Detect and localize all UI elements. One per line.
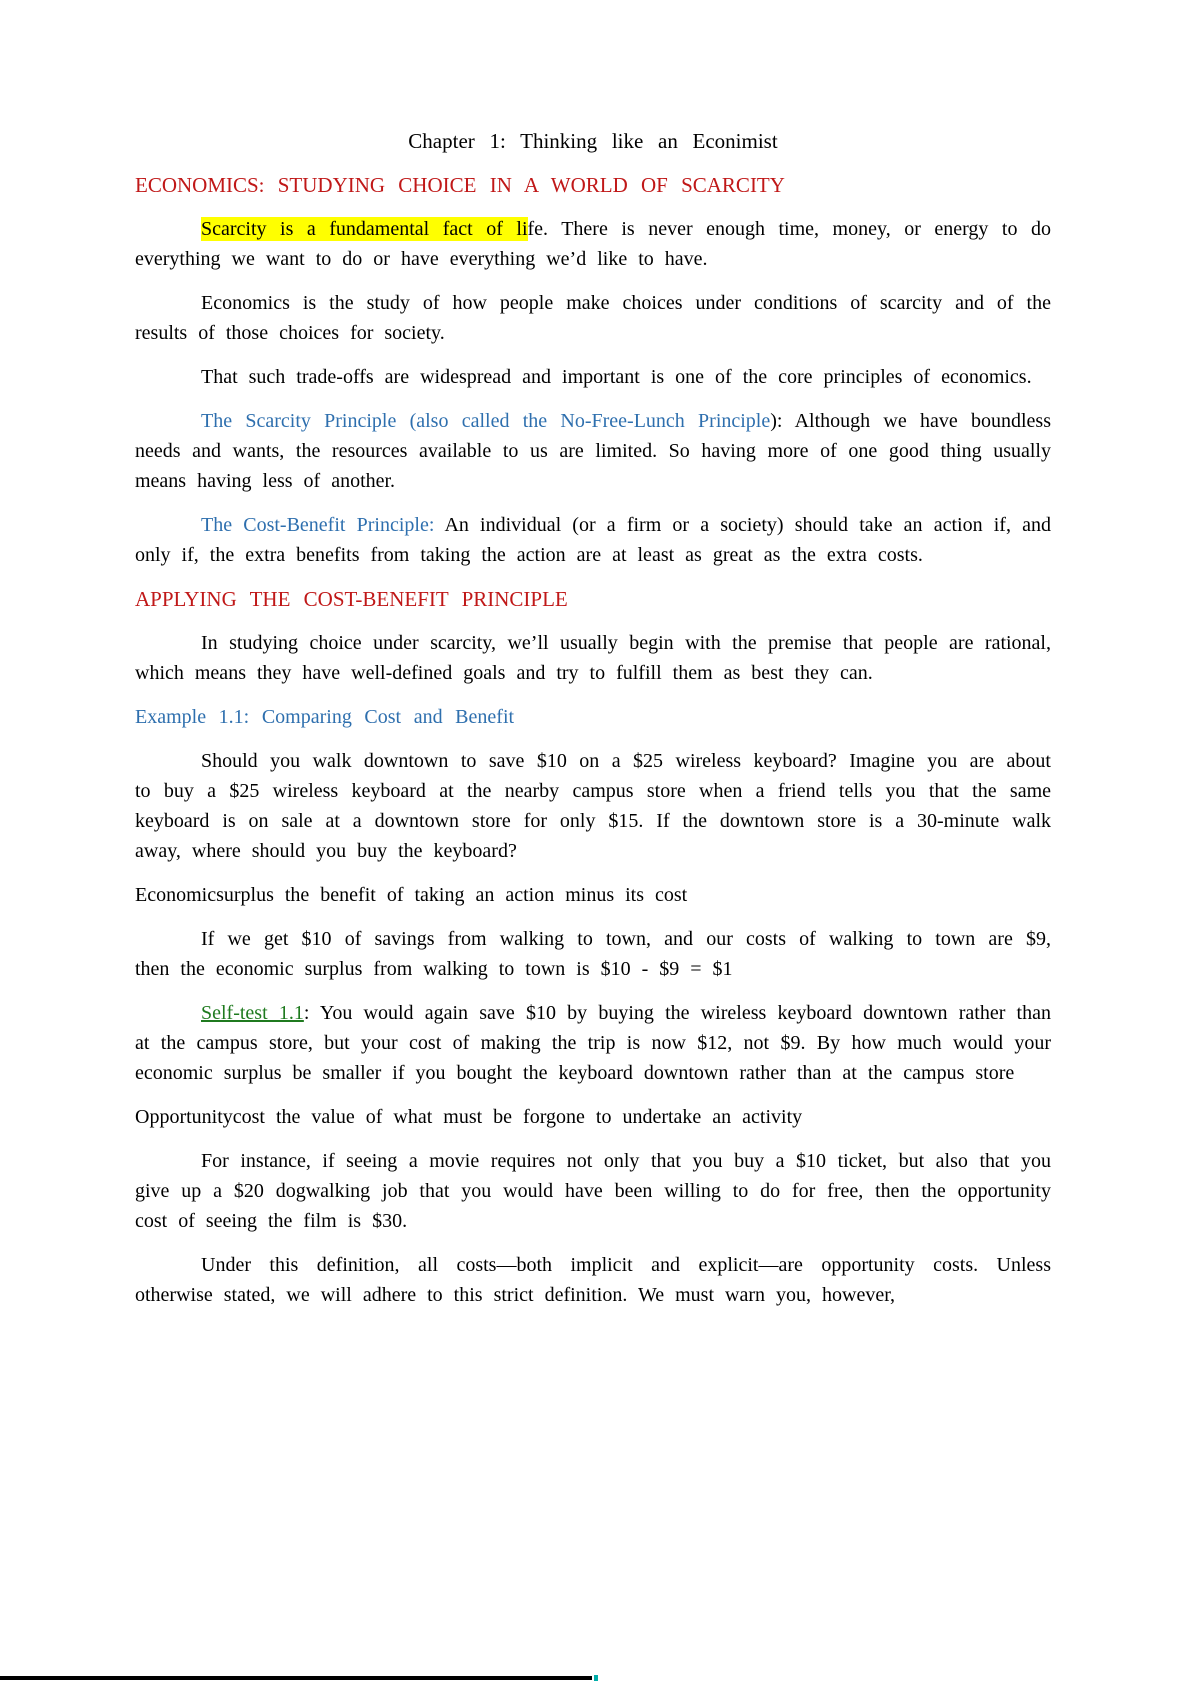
chapter-title: Chapter 1: Thinking like an Econimist <box>408 129 778 153</box>
scarcity-principle-rest: ): Although we have boundless needs and wants, the resources available to us are limited. So having more of one good thing usually means having less of another. <box>135 410 1051 492</box>
bottom-border-line <box>0 1676 592 1680</box>
text-cursor <box>594 1675 598 1681</box>
paragraph-self-test <box>135 998 1051 1088</box>
self-test-link[interactable]: Self-test 1.1 <box>201 1002 304 1024</box>
paragraph-strict-definition: Under this definition, all costs—both implicit and explicit—are opportunity costs. Unless otherwise stated, we will adhere to this strict definition. We must warn you, however, <box>135 1254 1051 1306</box>
example-heading: Example 1.1: Comparing Cost and Benefit <box>135 706 515 728</box>
scarcity-principle-lead: The Scarcity Principle (also called the No-Free-Lunch Principle <box>201 410 771 432</box>
paragraph-surplus-calculation: If we get $10 of savings from walking to town, and our costs of walking to town are $9, then the economic surplus from walking to town is $10 - $9 = $1 <box>135 928 1051 980</box>
paragraph-rational-premise: In studying choice under scarcity, we’ll usually begin with the premise that people are rational, which means they have well-defined goals and try to fulfill them as best they can. <box>135 632 1051 684</box>
cost-benefit-principle-lead: The Cost-Benefit Principle: <box>201 514 435 536</box>
definition-economic-surplus: Economicsurplus the benefit of taking an action minus its cost <box>135 884 688 906</box>
paragraph-economics-definition: Economics is the study of how people make choices under conditions of scarcity and of the results of those choices for society. <box>135 292 1051 344</box>
definition-opportunity-cost: Opportunitycost the value of what must be forgone to undertake an activity <box>135 1106 803 1128</box>
paragraph-cost-benefit-principle <box>135 510 1051 570</box>
paragraph-tradeoffs: That such trade-offs are widespread and important is one of the core principles of economics. <box>201 366 1032 388</box>
paragraph-scarcity <box>135 214 1051 274</box>
paragraph-movie-example: For instance, if seeing a movie requires not only that you buy a $10 ticket, but also that you give up a $20 dogwalking job that you would have been willing to do for free, then the opportunity cost of seeing the film is $30. <box>135 1150 1051 1232</box>
section-heading-applying: APPLYING THE COST-BENEFIT PRINCIPLE <box>135 587 568 611</box>
section-heading-economics: ECONOMICS: STUDYING CHOICE IN A WORLD OF SCARCITY <box>135 173 785 197</box>
paragraph-keyboard-example: Should you walk downtown to save $10 on a $25 wireless keyboard? Imagine you are about to buy a $25 wireless keyboard at the nearby campus store when a friend tells you that the same keyboard is on sale at a downtown store for only $15. If the downtown store is a 30-minute walk away, where should you buy the keyboard? <box>135 750 1051 862</box>
paragraph-scarcity-principle <box>135 406 1051 496</box>
cost-benefit-principle-rest: An individual (or a firm or a society) should take an action if, and only if, the extra benefits from taking the action are at least as great as the extra costs. <box>135 514 1051 566</box>
paragraph-scarcity-rest: fe. There is never enough time, money, or energy to do everything we want to do or have everything we’d like to have. <box>135 218 1052 270</box>
self-test-rest: : You would again save $10 by buying the wireless keyboard downtown rather than at the campus store, but your cost of making the trip is now $12, not $9. By how much would your economic surplus be smaller if you bought the keyboard downtown rather than at the campus store <box>135 1002 1051 1084</box>
highlighted-scarcity-text: Scarcity is a fundamental fact of li <box>201 218 528 240</box>
